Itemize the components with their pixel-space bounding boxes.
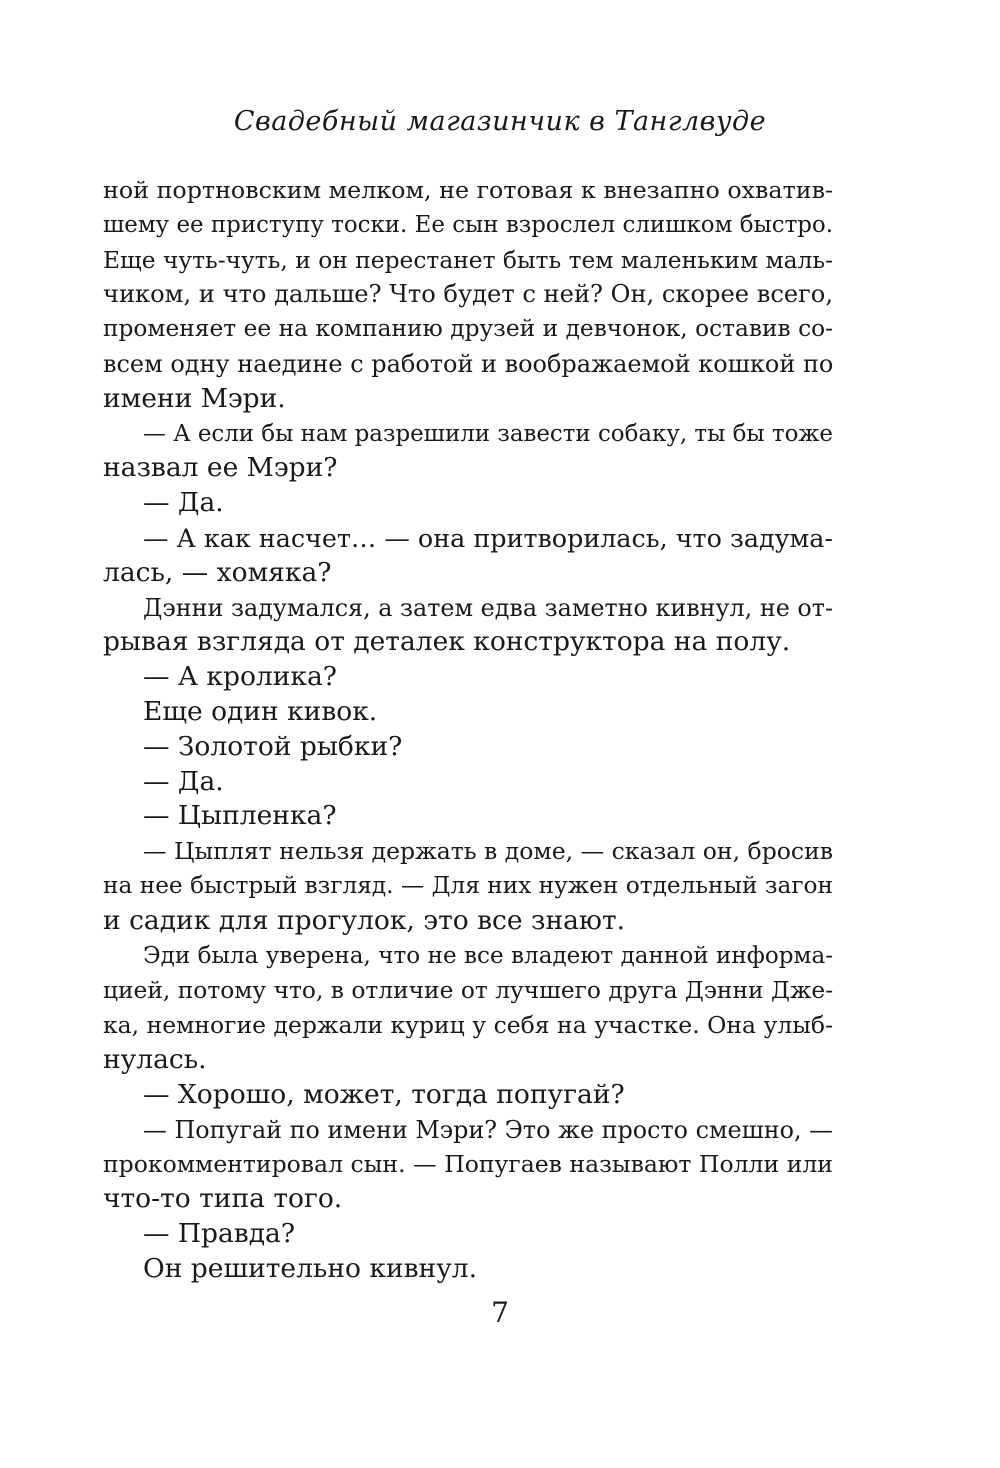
text-line: — Цыплят нельзя держать в доме, — сказал он, бросив [143, 837, 833, 866]
body-text [103, 173, 833, 1287]
text-line: цией, потому что, в отличие от лучшего друга Дэнни Дже- [103, 976, 834, 1005]
paragraph [103, 591, 833, 661]
text-line: нулась. [103, 1043, 207, 1075]
text-line: Дэнни задумался, а затем едва заметно кивнул, не от- [143, 593, 833, 622]
text-line: ной портновским мелком, не готовая к внезапно охватив- [103, 176, 833, 204]
text-line: — Золотой рыбки? [143, 730, 403, 762]
text-line: — А если бы нам разрешили завести собаку, ты бы тоже [143, 420, 833, 447]
text-line: прокомментировал сын. — Попугаев называют Полли или [103, 1150, 833, 1179]
running-header-title: Свадебный магазинчик в Танглвуде [233, 106, 767, 137]
paragraph [103, 939, 833, 1078]
paragraph [103, 1217, 833, 1252]
text-line: Еще чуть-чуть, и он перестанет быть тем маленьким маль- [103, 245, 833, 274]
text-line: всем одну наедине с работой и воображаемой кошкой по [103, 349, 834, 378]
paragraph [103, 173, 833, 417]
text-line: что-то типа того. [103, 1183, 343, 1215]
text-line: — А как насчет… — она притворилась, что задума- [143, 522, 833, 553]
text-line: чиком, и что дальше? Что будет с ней? Он, скорее всего, [103, 280, 833, 309]
paragraph [103, 417, 833, 487]
paragraph [103, 1252, 833, 1287]
paragraph [103, 1078, 833, 1113]
text-line: лась, — хомяка? [103, 556, 332, 588]
paragraph [103, 765, 833, 800]
text-line: — Правда? [143, 1217, 296, 1249]
text-line: Эди была уверена, что не все владеют данной информа- [143, 942, 833, 969]
text-line: Еще один кивок. [143, 695, 378, 727]
paragraph [103, 1113, 833, 1217]
paragraph [103, 660, 833, 695]
page-number: 7 [491, 1296, 509, 1329]
text-line: — Хорошо, может, тогда попугай? [143, 1078, 625, 1110]
paragraph [103, 799, 833, 834]
text-line: — А кролика? [143, 661, 337, 693]
text-line: — Цыпленка? [143, 800, 337, 832]
paragraph [103, 486, 833, 521]
text-line: на нее быстрый взгляд. — Для них нужен отдельный загон [103, 871, 833, 899]
text-line: рывая взгляда от деталек конструктора на полу. [103, 626, 791, 658]
paragraph [103, 834, 833, 938]
paragraph [103, 521, 833, 591]
text-line: шему ее приступу тоски. Ее сын взрослел слишком быстро. [103, 211, 833, 238]
text-line: Он решительно кивнул. [143, 1252, 478, 1284]
text-line: — Попугай по имени Мэри? Это же просто смешно, — [143, 1115, 833, 1144]
text-line: ка, немногие держали куриц у себя на участке. Она улыб- [103, 1011, 833, 1040]
paragraph [103, 730, 833, 765]
text-line: имени Мэри. [103, 382, 286, 414]
text-line: назвал ее Мэри? [103, 452, 338, 484]
text-line: — Да. [143, 765, 224, 797]
text-line: — Да. [143, 487, 224, 519]
text-line: и садик для прогулок, это все знают. [103, 904, 626, 936]
text-line: променяет ее на компанию друзей и девчонок, оставив со- [103, 315, 833, 343]
paragraph [103, 695, 833, 730]
